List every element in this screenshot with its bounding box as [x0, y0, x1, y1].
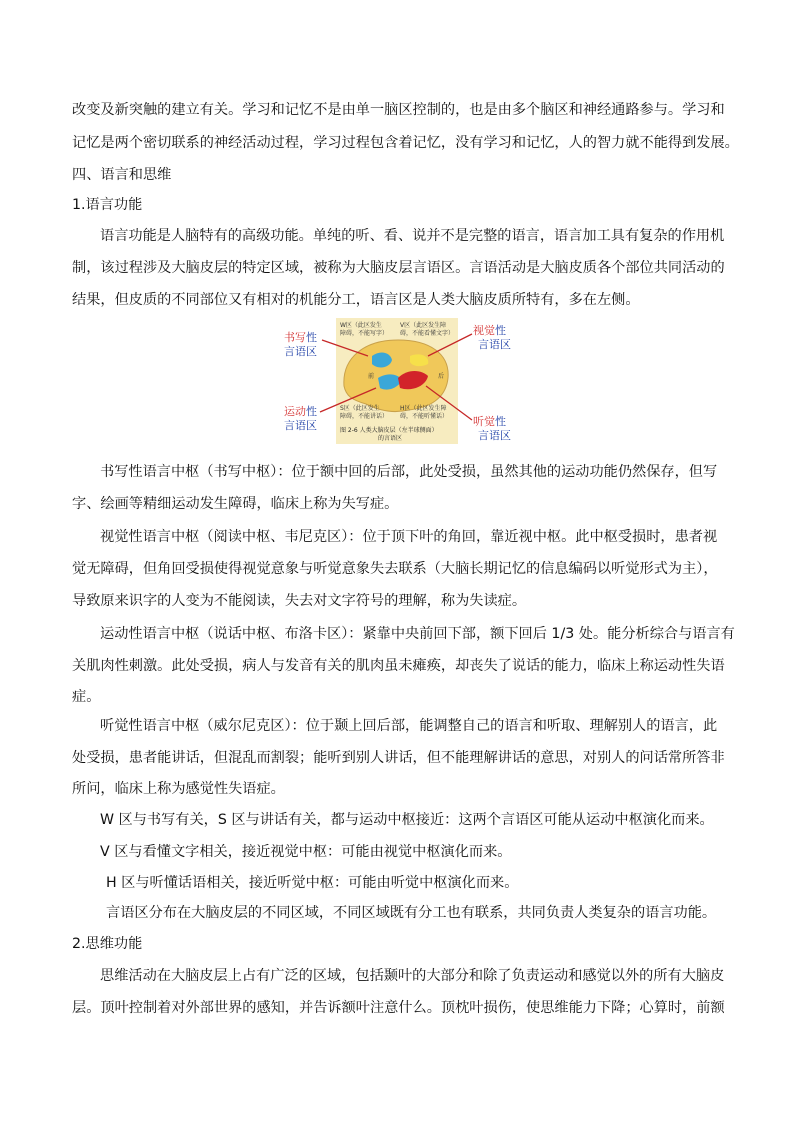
h-area-text: H区（此区发生障 — [400, 405, 447, 412]
paragraph-line: 症。 — [72, 689, 101, 705]
auditory-area-label: 听觉性 — [473, 415, 506, 428]
paragraph-line: H 区与听懂话语相关，接近听觉中枢：可能由听觉中枢演化而来。 — [106, 875, 519, 891]
paragraph-line: 改变及新突触的建立有关。学习和记忆不是由单一脑区控制的，也是由多个脑区和神经通路参与。学习和 — [72, 102, 725, 118]
paragraph-line: 语言功能是人脑特有的高级功能。单纯的听、看、说并不是完整的语言，语言加工具有复杂的作用机 — [100, 228, 725, 244]
brain-speech-area-figure — [280, 316, 516, 446]
paragraph-line: 觉无障碍，但角回受损使得视觉意象与听觉意象失去联系（大脑长期记忆的信息编码以听觉形式为主）， — [72, 561, 718, 577]
s-area-text-2: 障碍，不能讲话） — [340, 413, 389, 420]
paragraph-line: 关肌肉性刺激。此处受损，病人与发音有关的肌肉虽未瘫痪，却丧失了说话的能力，临床上称运动性失语 — [72, 658, 725, 674]
paragraph-line: 导致原来识字的人变为不能阅读，失去对文字符号的理解，称为失读症。 — [72, 593, 527, 609]
paragraph-line: 记忆是两个密切联系的神经活动过程，学习过程包含着记忆，没有学习和记忆，人的智力就不能得到发展。 — [72, 135, 739, 151]
paragraph-line: 思维活动在大脑皮层上占有广泛的区域，包括颞叶的大部分和除了负责运动和感觉以外的所有大脑皮 — [100, 968, 725, 984]
visual-area-label-2: 言语区 — [478, 338, 511, 351]
paragraph-line: 所问，临床上称为感觉性失语症。 — [72, 781, 285, 797]
figure-caption: 图 2-6 人类大脑皮层（左半球侧面） — [340, 427, 438, 434]
front-text: 前 — [368, 373, 375, 380]
paragraph-line: 书写性语言中枢（书写中枢）：位于额中回的后部，此处受损，虽然其他的运动功能仍然保存，但写 — [100, 464, 718, 480]
writing-area-label: 书写性 — [284, 331, 317, 344]
section-heading: 四、语言和思维 — [72, 167, 172, 183]
subsection-heading: 2.思维功能 — [72, 936, 143, 952]
paragraph-line: 制，该过程涉及大脑皮层的特定区域，被称为大脑皮层言语区。言语活动是大脑皮质各个部位共同活动的 — [72, 260, 725, 276]
w-area-text: W区（此区发生 — [340, 322, 382, 329]
paragraph-line: 处受损，患者能讲话，但混乱而割裂；能听到别人讲话，但不能理解讲话的意思，对别人的问话常所答非 — [72, 750, 725, 766]
paragraph-line: W 区与书写有关，S 区与讲话有关，都与运动中枢接近：这两个言语区可能从运动中枢演化而来。 — [100, 812, 714, 828]
figure-caption-2: 的言语区 — [378, 435, 403, 442]
v-area-text: V区（此区发生障 — [400, 322, 447, 329]
subsection-heading: 1.语言功能 — [72, 197, 143, 213]
auditory-area-label-2: 言语区 — [478, 429, 511, 442]
paragraph-line: V 区与看懂文字相关，接近视觉中枢：可能由视觉中枢演化而来。 — [100, 844, 512, 860]
paragraph-line: 结果，但皮质的不同部位又有相对的机能分工，语言区是人类大脑皮质所特有，多在左侧。 — [72, 292, 640, 308]
h-area-text-2: 碍，不能听懂话） — [400, 413, 449, 420]
brain-diagram — [280, 316, 516, 446]
paragraph-line: 层。顶叶控制着对外部世界的感知，并告诉额叶注意什么。顶枕叶损伤，使思维能力下降；心算时，前额 — [72, 1000, 725, 1016]
v-area-text-2: 碍，不能看懂文字） — [400, 330, 455, 337]
w-area-text-2: 障碍，不能写字） — [340, 330, 389, 337]
paragraph-line: 运动性语言中枢（说话中枢、布洛卡区）：紧靠中央前回下部，额下回后 1/3 处。能分析综合与语言有 — [100, 626, 735, 642]
motor-area-label-2: 言语区 — [284, 419, 317, 432]
motor-area-label: 运动性 — [284, 405, 317, 418]
paragraph-line: 字、绘画等精细运动发生障碍，临床上称为失写症。 — [72, 496, 399, 512]
s-area-text: S区（此区发生 — [340, 405, 380, 412]
paragraph-line: 听觉性语言中枢（威尔尼克区）：位于颞上回后部，能调整自己的语言和听取、理解别人的语言，此 — [100, 718, 718, 734]
paragraph-line: 视觉性语言中枢（阅读中枢、韦尼克区）：位于顶下叶的角回，靠近视中枢。此中枢受损时，患者视 — [100, 529, 718, 545]
back-text: 后 — [438, 373, 445, 380]
visual-area-label: 视觉性 — [473, 324, 506, 337]
paragraph-line: 言语区分布在大脑皮层的不同区域，不同区域既有分工也有联系，共同负责人类复杂的语言功能。 — [106, 905, 717, 921]
writing-area-label-2: 言语区 — [284, 345, 317, 358]
